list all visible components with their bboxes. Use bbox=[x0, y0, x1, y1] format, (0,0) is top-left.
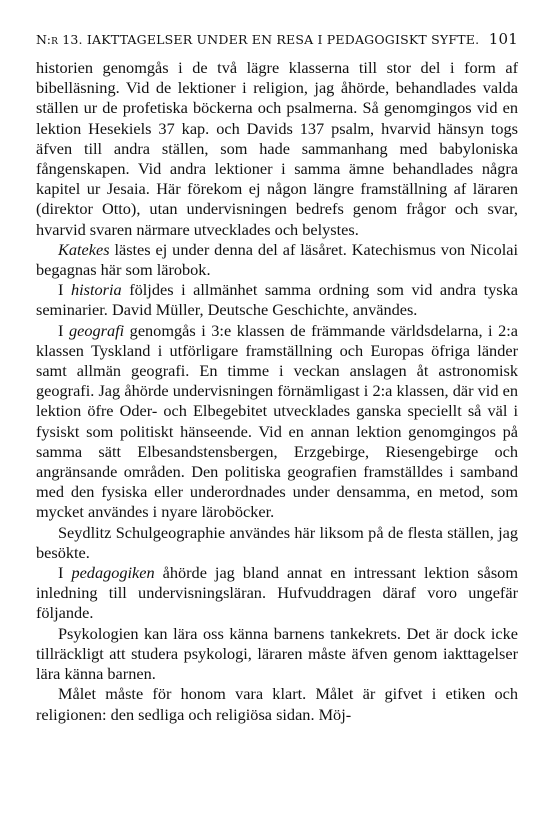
paragraph-historia bbox=[36, 280, 518, 320]
paragraph-seydlitz bbox=[36, 523, 518, 563]
emphasis-katekes: Katekes bbox=[58, 239, 110, 259]
running-header bbox=[36, 30, 518, 48]
text-run: historien genomgås i de två lägre klasserna till stor del i form af bibelläsning. Vid de lektioner i religion, jag åhörde, behandlades valda ställen ur de profetiska böckerna och psalmerna. Så genomgingos vid en lektion Hesekiels 37 kap. och Davids 137 psalm, hvarvid hänsyn togs äfven till andra ställen, som hade sammanhang med babyloniska fångenskapen. Vid andra lektioner i samma ämne behandlades några kapitel ur Jesaia. Här förekom ej någon längre framställning af läraren (direktor Otto), utan undervisningen bedrefs genom frågor och svar, hvarvid svaren närmare utvecklades och belystes. bbox=[36, 58, 518, 239]
paragraph-katekes bbox=[36, 240, 518, 280]
text-run: I bbox=[58, 280, 71, 300]
text-run: Seydlitz Schulgeographie användes här liksom på de flesta ställen, jag besökte. bbox=[36, 522, 518, 562]
emphasis-historia: historia bbox=[70, 280, 122, 300]
paragraph-pedagogiken bbox=[36, 563, 518, 624]
text-run: Psykologien kan lära oss känna barnens tankekrets. Det är dock icke tillräckligt att studera psykologi, läraren måste äfven genom iakttagelser lära känna barnen. bbox=[36, 623, 518, 684]
text-run: följdes i allmänhet samma ordning som vid andra tyska seminarier. David Müller, Deutsche Geschichte, användes. bbox=[36, 280, 518, 320]
text-run: I bbox=[58, 563, 72, 583]
paragraph-geografi bbox=[36, 321, 518, 523]
emphasis-pedagogiken: pedagogiken bbox=[71, 563, 155, 583]
paragraph-malet bbox=[36, 684, 518, 724]
paragraph-1 bbox=[36, 58, 518, 240]
running-title: N:r 13. IAKTTAGELSER UNDER EN RESA I PEDAGOGISKT SYFTE. bbox=[36, 32, 480, 47]
emphasis-geografi: geografi bbox=[68, 320, 125, 340]
text-run: I bbox=[58, 320, 69, 340]
page-number: 101 bbox=[488, 30, 518, 48]
text-run: lästes ej under denna del af läsåret. Katechismus von Nicolai begagnas här som lärobok. bbox=[36, 239, 518, 280]
text-run: åhörde jag bland annat en intressant lektion såsom inledning till undervisningsläran. Hufvuddragen däraf voro ungefär följande. bbox=[36, 563, 518, 623]
paragraph-psykologien bbox=[36, 624, 518, 685]
text-run: genomgås i 3:e klassen de främmande världsdelarna, i 2:a klassen Tyskland i utförligare framställning och Europas öfriga länder samt allmän geografi. En timme i veckan anslagen åt astronomisk geografi. Jag åhörde undervisningen förnämligast i 2:a klassen, där vid en lektion öfre Oder- och Elbegebitet utvecklades ganska speciellt så väl i fysiskt som politiskt hänseende. Vid en annan lektion genomgingos på samma sätt Elbesandstensbergen, Erzgebirge, Riesengebirge och angränsande områden. Den politiska geografien framställdes i samband med den fysiska eller underordnades under densamma, en metod, som mycket användes i nyare läroböcker. bbox=[36, 320, 519, 522]
text-run: Målet måste för honom vara klart. Målet är gifvet i etiken och religionen: den sedliga och religiösa sidan. Möj- bbox=[36, 684, 518, 724]
body-text bbox=[36, 58, 518, 725]
